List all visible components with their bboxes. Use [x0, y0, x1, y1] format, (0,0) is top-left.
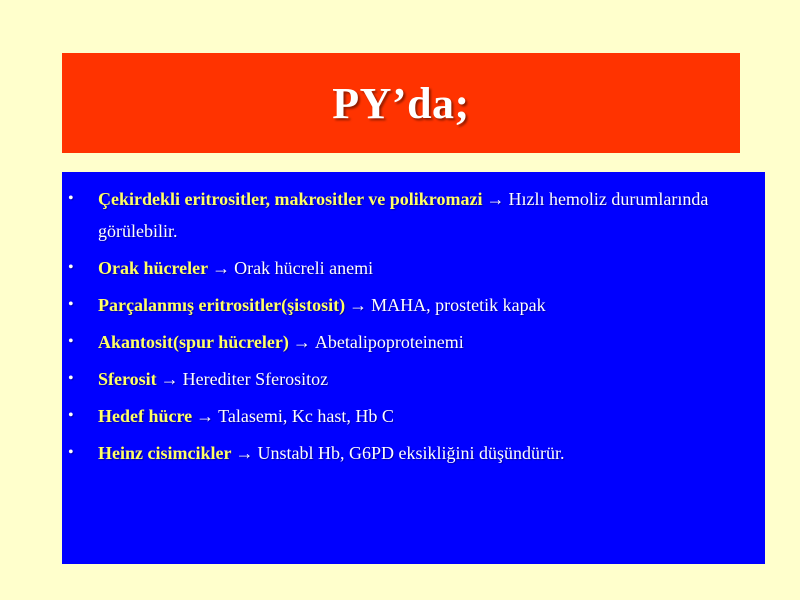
arrow-icon: →: [486, 189, 505, 209]
arrow-icon: →: [235, 443, 254, 463]
arrow-icon: →: [196, 406, 215, 426]
list-item: [62, 363, 765, 395]
bullet-term: Sferosit: [98, 369, 157, 389]
bullet-term: Çekirdekli eritrositler, makrositler ve polikromazi: [98, 189, 483, 209]
arrow-icon: →: [349, 295, 368, 315]
arrow-icon: →: [292, 332, 311, 352]
bullet-term: Akantosit(spur hücreler): [98, 332, 289, 352]
list-item: [62, 326, 765, 358]
arrow-icon: →: [160, 369, 179, 389]
bullet-icon: •: [68, 407, 74, 424]
bullet-description: Hızlı hemoliz durumlarında görülebilir.: [98, 189, 709, 241]
bullet-term: Heinz cisimcikler: [98, 443, 232, 463]
bullet-icon: •: [68, 444, 74, 461]
bullet-icon: •: [68, 296, 74, 313]
list-item: [62, 289, 765, 321]
list-item: [62, 252, 765, 284]
bullet-description: Abetalipoproteinemi: [314, 332, 464, 352]
bullet-description: Unstabl Hb, G6PD eksikliğini düşündürür.: [257, 443, 565, 463]
list-item: [62, 183, 765, 247]
bullet-list: [62, 183, 765, 474]
bullet-description: Herediter Sferositoz: [182, 369, 329, 389]
bullet-icon: •: [68, 370, 74, 387]
bullet-icon: •: [68, 190, 74, 207]
bullet-term: Parçalanmış eritrositler(şistosit): [98, 295, 346, 315]
content-panel: [62, 172, 765, 564]
slide-title: PY’da;: [332, 78, 470, 128]
arrow-icon: →: [212, 258, 231, 278]
bullet-description: Talasemi, Kc hast, Hb C: [218, 406, 394, 426]
list-item: [62, 437, 765, 469]
title-banner: [62, 53, 740, 153]
bullet-icon: •: [68, 259, 74, 276]
bullet-description: MAHA, prostetik kapak: [371, 295, 546, 315]
bullet-description: Orak hücreli anemi: [234, 258, 374, 278]
bullet-term: Orak hücreler: [98, 258, 209, 278]
list-item: [62, 400, 765, 432]
bullet-term: Hedef hücre: [98, 406, 193, 426]
bullet-icon: •: [68, 333, 74, 350]
